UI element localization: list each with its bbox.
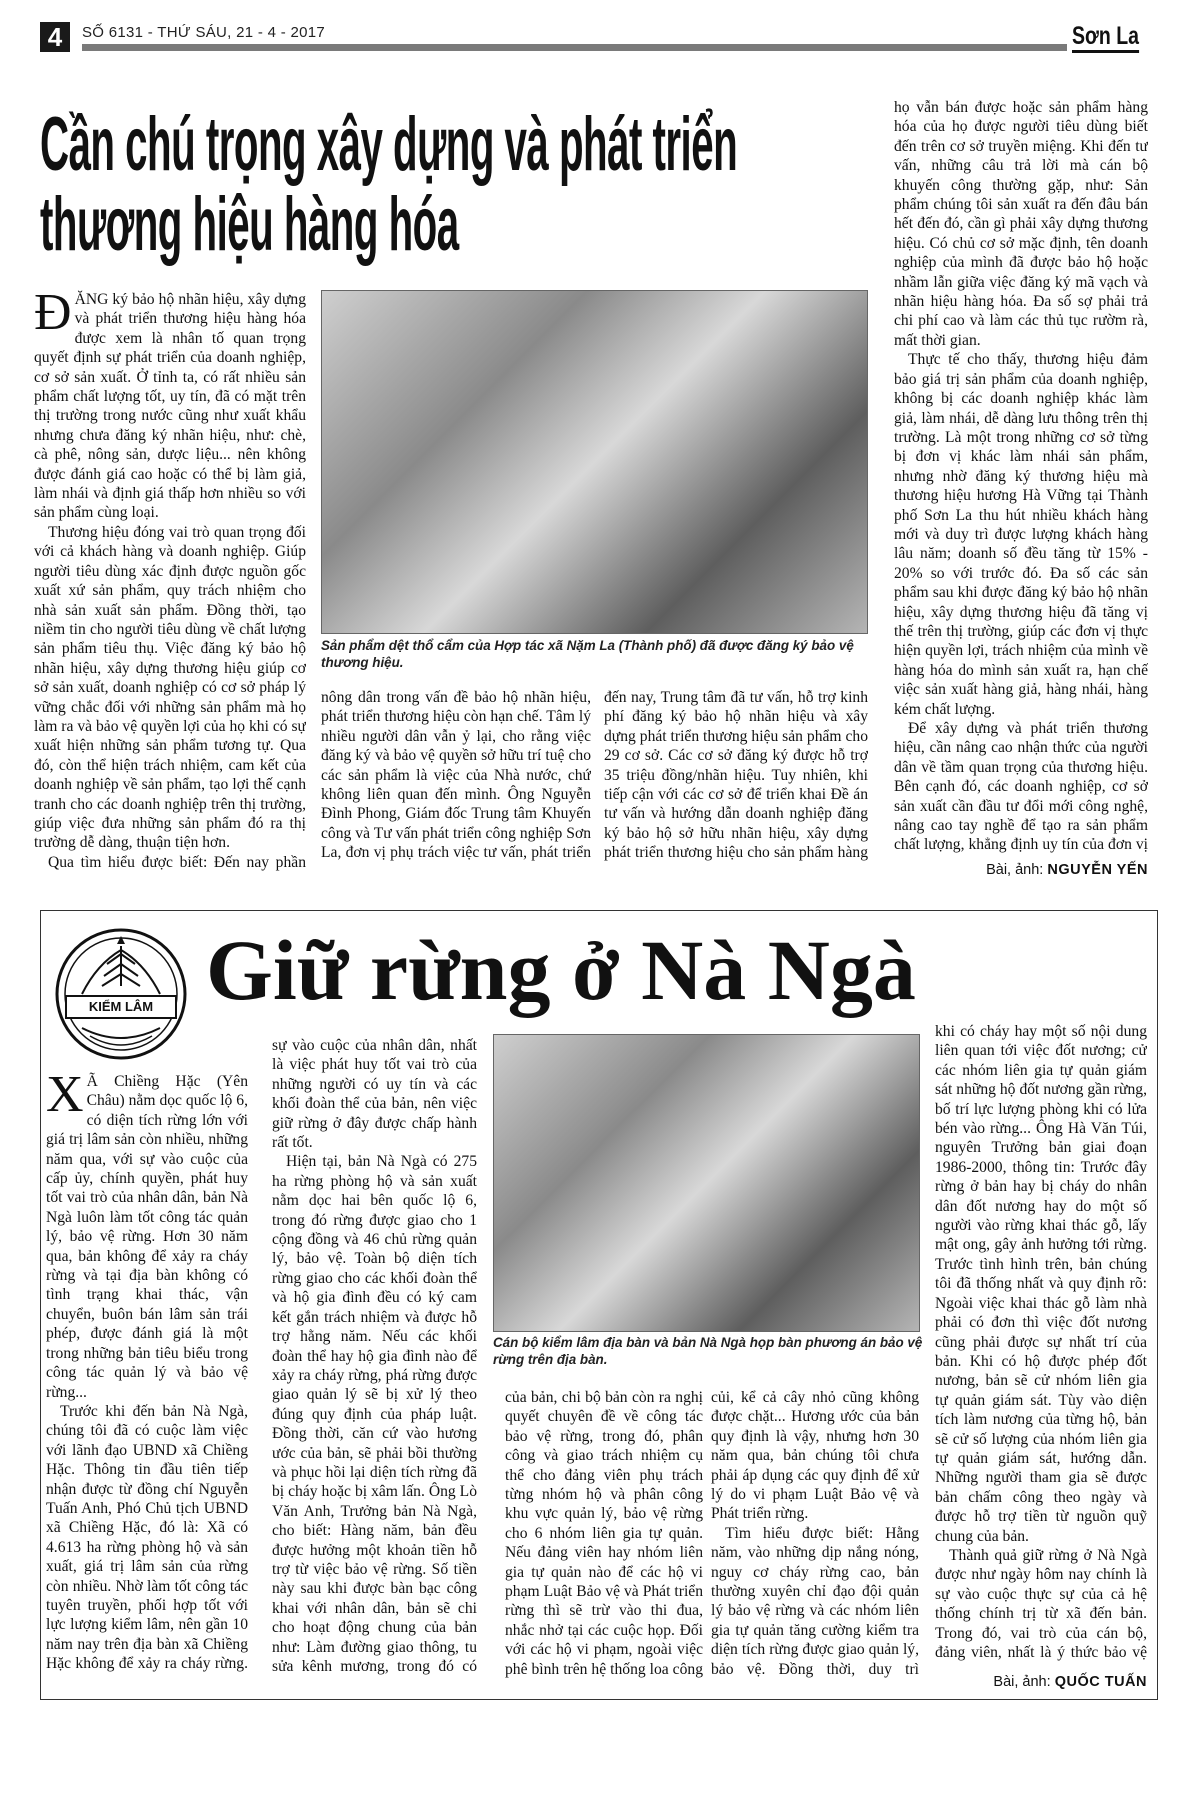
- article2-title: Giữ rừng ở Nà Ngà: [206, 922, 916, 1018]
- article2-paragraph: củi, kể cả cây nhỏ cũng không được chặt... Hương ước của bản quy định là vậy, nhưng hơn 30 năm qua, bản chúng tôi chưa phải áp dụng các quy định để xử lý do vi phạm Luật Bảo vệ và Phát triển rừng.: [711, 1389, 919, 1523]
- article1-paragraph: Thương hiệu đóng vai trò quan trọng đối với cả khách hàng và doanh nghiệp. Giúp người tiêu dùng xác định được nguồn gốc xuất xứ sản phẩm, quy trách nhiệm cho nhà sản xuất sản phẩm. Đồng thời, tạo niềm tin cho người tiêu dùng về chất lượng sản phẩm tiêu thụ. Việc đăng ký bảo hộ nhãn hiệu, xây dựng thương hiệu giúp cơ sở sản xuất, doanh nghiệp có cơ sở pháp lý vững chắc đối với những sản phẩm mà họ làm ra và bảo vệ quyền lợi của họ khi có sự xuất hiện những sản phẩm tương tự. Qua đó, còn thể hiện trách nhiệm, cam kết của doanh nghiệp về sản phẩm, tạo lợi thế cạnh tranh cho các doanh nghiệp trên thị trường, giúp việc đưa những sản phẩm đó ra thị trường dễ dàng, thuận tiện hơn.: [34, 523, 306, 852]
- article2-paragraph: khi có cháy hay một số nội dung liên quan tới việc đốt nương; cử các nhóm liên gia tự quản giám sát những hộ đốt nương gần rừng, bố trí lực lượng phòng khi có lửa bén vào rừng... Ông Hà Văn Túi, nguyên Trưởng bản giai đoạn 1986-2000, thông tin: Trước đây rừng ở bản hay bị cháy do nhân dân đốt nương hay do một số người vào rừng khai thác gỗ, lấy mật ong, gây ảnh hưởng tới rừng. Trước tình hình trên, bản chúng tôi đã thống nhất và quy định rõ: Ngoài việc khai thác gỗ làm nhà phải có đơn thì việc đốt nương cũng phải được sự nhất trí của bản. Khi có hộ được phép đốt nương, bản sẽ cử nhóm liên gia tự quản giám sát. Tùy vào diện tích làm nương của từng hộ, bản sẽ cử số lượng của nhóm liên gia tự quản giám sát, hướng dẫn. Những người tham gia sẽ được bản chấm công theo ngày và được hỗ trợ tiền từ nguồn quỹ chung của bản.: [935, 1023, 1147, 1545]
- forest-ranger-logo: [52, 924, 190, 1070]
- article2-column-3: [505, 1388, 703, 1679]
- article2-photo-caption: Cán bộ kiểm lâm địa bàn và bản Nà Ngà họp bàn phương án bảo vệ rừng trên địa bàn.: [493, 1335, 923, 1367]
- article1-title-line2: thương hiệu hàng hóa: [40, 182, 459, 267]
- page-number: 4: [40, 22, 70, 52]
- drop-cap: Đ: [34, 290, 72, 341]
- drop-cap: X: [46, 1072, 84, 1123]
- article1-paragraph: Để xây dựng và phát triển thương hiệu, cần nâng cao nhận thức của người dân về tầm quan trọng của thương hiệu. Bên cạnh đó, các doanh nghiệp, cơ sở sản xuất cần đầu tư đổi mới công nghệ, nâng cao tay nghề để tạo ra sản phẩm chất lượng, khẳng định uy tín của đơn vị: [894, 720, 1148, 854]
- article2-paragraph: Trước khi đến bản Nà Ngà, chúng tôi đã có cuộc làm việc với lãnh đạo UBND xã Chiềng Hặc. Thông tin đầu tiên tiếp nhận được từ đồng chí Nguyễn Tuấn Anh, Phó Chủ tịch UBND xã Chiềng Hặc, đó là: Xã có 4.613 ha rừng phòng hộ và sản xuất, giá trị lâm sản của rừng còn nhiều. Nhờ làm tốt công tác tuyên truyền, phối hợp tốt với lực lượng kiểm lâm, nên gần 10 năm nay trên địa bàn xã Chiềng Hặc không để xảy ra cháy rừng.: [46, 1402, 248, 1673]
- article2-paragraph: của bản, chi bộ bản còn ra nghị quyết chuyên đề về công tác bảo vệ rừng, trong đó, phân công và giao trách nhiệm cụ thể cho đảng viên phụ trách từng nhóm hộ và phân công khu vực quản lý, bảo vệ rừng cho 6 nhóm liên gia tự quản. Nếu đảng viên hay nhóm liên gia tự quản nào để các hộ vi phạm Luật Bảo vệ và Phát triển rừng thì sẽ trừ vào thi đua, nhắc nhở tại các cuộc họp. Đối với các hộ vi phạm, ngoài việc phê bình trên hệ thống loa công: [505, 1389, 703, 1678]
- article1-photo-weaving: [321, 290, 868, 634]
- article2-paragraph: Tìm hiểu được biết: Hằng năm, vào những dịp nắng nóng, nguy cơ cháy rừng cao, bản thường xuyên chỉ đạo đội quản lý bảo vệ rừng và các nhóm liên gia tự quản tăng cường kiểm tra diện tích rừng được giao quản lý, bảo vệ. Đồng thời, duy trì: [711, 1524, 919, 1678]
- article1-paragraph: họ vẫn bán được hoặc sản phẩm hàng hóa của họ được người tiêu dùng biết đến trên cơ sở truyền miệng. Khi đến tư vấn, những câu trả lời mà cán bộ khuyến công thường gặp, như: Sản phẩm chúng tôi sản xuất ra đến đâu bán hết đến đó, cần gì phải xây dựng thương hiệu. Có chủ cơ sở mặc định, tên doanh nghiệp của mình đã được bảo hộ hoặc nhầm lẫn giữa việc đăng ký mã vạch và nhãn hiệu hàng hóa. Đa số sợ phải trả chi phí cao và làm các thủ tục rườm rà, mất thời gian.: [894, 99, 1148, 349]
- article2-column-4: [711, 1388, 919, 1679]
- article2-column-1: [46, 1072, 248, 1673]
- article2-paragraph: Thành quả giữ rừng ở Nà Ngà được như ngày hôm nay chính là sự vào cuộc thực sự của cả hệ thống chính trị từ xã đến bản. Trong đó, vai trò của cán bộ, đảng viên, nhất là ý thức bảo vệ: [935, 1546, 1147, 1661]
- article1-paragraph: Thực tế cho thấy, thương hiệu đảm bảo giá trị sản phẩm của doanh nghiệp, không bị các doanh nghiệp khác làm giả, làm nhái, dễ dàng lưu thông trên thị trường. Là một trong những cơ sở từng bị đơn vị khác làm nhái sản phẩm, nhưng nhờ đăng ký thương hiệu mà thương hiệu hương Hà Vững tại Thành phố Sơn La thu hút nhiều khách hàng mới và duy trì được lượng khách hàng lâu năm; doanh số đều tăng từ 15% - 20% so với trước đó. Đa số các sản phẩm sau khi được đăng ký bảo hộ nhãn hiệu, xây dựng thương hiệu đã tăng vị thế trên thị trường, giúp các đơn vị thực hiện quyền lợi, trách nhiệm của mình về hàng hóa do mình sản xuất ra, hạn chế việc sản xuất hàng giả, hàng nhái, hàng kém chất lượng.: [894, 351, 1148, 718]
- article1-byline: Bài, ảnh: NGUYỄN YẾN: [986, 862, 1148, 878]
- logo-text: KIỂM LÂM: [88, 999, 154, 1014]
- article1-paragraph: nông dân trong vấn đề bảo hộ nhãn hiệu, phát triển thương hiệu còn hạn chế. Tâm lý nhiều người dân vẫn ỷ lại, cho rằng việc đăng ký và bảo vệ quyền sở hữu trí tuệ cho các sản phẩm là việc của Nhà nước, chứ không liên quan đến mình. Ông Nguyễn Đình Phong, Giám đốc Trung tâm Khuyến công và Tư vấn phát triển công nghiệp Sơn La, đơn vị phụ trách việc tư vấn, phát triển: [321, 689, 591, 862]
- article1-author: NGUYỄN YẾN: [1047, 862, 1148, 878]
- article1-column-1: [34, 290, 306, 872]
- article2-paragraph: X Ã Chiềng Hặc (Yên Châu) nằm dọc quốc lộ 6, có diện tích rừng lớn với giá trị lâm sản còn nhiều, những năm qua, với sự vào cuộc của cấp ủy, chính quyền, phát huy tốt vai trò của nhân dân, bản Nà Ngà luôn làm tốt công tác quản lý, bảo vệ rừng. Hơn 30 năm qua, bản không để xảy ra cháy rừng và tại địa bàn không có tình trạng khai thác, vận chuyển, buôn bán lâm sản trái phép, được đánh giá là một trong những bản tiêu biểu trong công tác quản lý và bảo vệ rừng...: [46, 1072, 248, 1402]
- article1-paragraph: ĐĂNG ký bảo hộ nhãn hiệu, xây dựng và phát triển thương hiệu hàng hóa được xem là nhân tố quan trọng quyết định sự phát triển của doanh nghiệp, cơ sở sản xuất. Ở tỉnh ta, có rất nhiều sản phẩm chất lượng tốt, uy tín, đã có mặt trên thị trường trong nước cũng như xuất khẩu nhưng chưa đăng ký nhãn hiệu, như: chè, cà phê, nông sản, dược liệu... nên không được đánh giá cao hoặc có thể bị làm giả, làm nhái và định giá thấp hơn nhiều so với sản phẩm cùng loại.: [34, 290, 306, 523]
- article2-paragraph: sự vào cuộc của nhân dân, nhất là việc phát huy tốt vai trò của những người có uy tín và các khối đoàn thể của bản, nên việc giữ rừng ở đây được chấp hành rất tốt.: [272, 1037, 477, 1152]
- article2-byline: Bài, ảnh: QUỐC TUẤN: [993, 1674, 1147, 1690]
- header-divider: [82, 44, 1067, 51]
- article2-paragraph: Hiện tại, bản Nà Ngà có 275 ha rừng phòng hộ và sản xuất nằm dọc hai bên quốc lộ 6, trong đó rừng được giao cho 1 cộng đồng và 46 chủ rừng quản lý, bảo vệ. Toàn bộ diện tích rừng giao cho các khối đoàn thể và hộ gia đình đều có ký cam kết gắn trách nhiệm và được hỗ trợ hằng năm. Nếu các khối đoàn thể hay hộ gia đình nào để xảy ra cháy rừng, phá rừng được giao quản lý sẽ bị xử lý theo đúng quy định của pháp luật. Đồng thời, căn cứ vào hương ước của bản, sẽ phải bồi thường và phục hồi lại diện tích rừng đã bị cháy hoặc bị xâm lấn. Ông Lò Văn Anh, Trưởng bản Nà Ngà, cho biết: Hàng năm, bản đều được hưởng một khoản tiền hỗ trợ từ việc bảo vệ rừng. Số tiền này sau khi được bàn bạc công khai với nhân dân, bản sẽ chi cho hoạt động chung của bản như: Làm đường giao thông, tu sửa kênh mương, trong đó có: [272, 1153, 477, 1675]
- forest-ranger-emblem-icon: [52, 924, 190, 1070]
- article2-photo-meeting: [493, 1034, 920, 1332]
- issue-date: SỐ 6131 - THỨ SÁU, 21 - 4 - 2017: [82, 24, 326, 41]
- article1-column-2: [321, 688, 591, 863]
- article2-author: QUỐC TUẤN: [1054, 1674, 1147, 1690]
- article1-paragraph: Qua tìm hiểu được biết: Đến nay phần: [48, 853, 306, 871]
- article1-column-3: [604, 688, 868, 863]
- article1-photo-caption: Sản phẩm dệt thổ cẩm của Hợp tác xã Nặm La (Thành phố) đã được đăng ký bảo vệ thương hiệu.: [321, 638, 854, 670]
- article1-title-line1: Cần chú trọng xây dựng và phát triển: [40, 102, 738, 187]
- article1-paragraph: đến nay, Trung tâm đã tư vấn, hỗ trợ kinh phí đăng ký bảo hộ nhãn hiệu và xây dựng phát triển thương hiệu sản phẩm cho 29 cơ sở. Các cơ sở đăng ký được hỗ trợ 35 triệu đồng/nhãn hiệu. Tuy nhiên, khi tiếp cận với các cơ sở để triển khai Đề án tư vấn và hướng dẫn doanh nghiệp đăng ký bảo hộ sở hữu nhãn hiệu, xây dựng phát triển thương hiệu cho sản phẩm hàng: [604, 689, 868, 862]
- article2-column-5: [935, 1022, 1147, 1662]
- section-name: Sơn La: [1072, 22, 1139, 53]
- article1-column-4: [894, 98, 1148, 855]
- article1-title: [40, 102, 738, 267]
- article2-column-2: [272, 1036, 477, 1676]
